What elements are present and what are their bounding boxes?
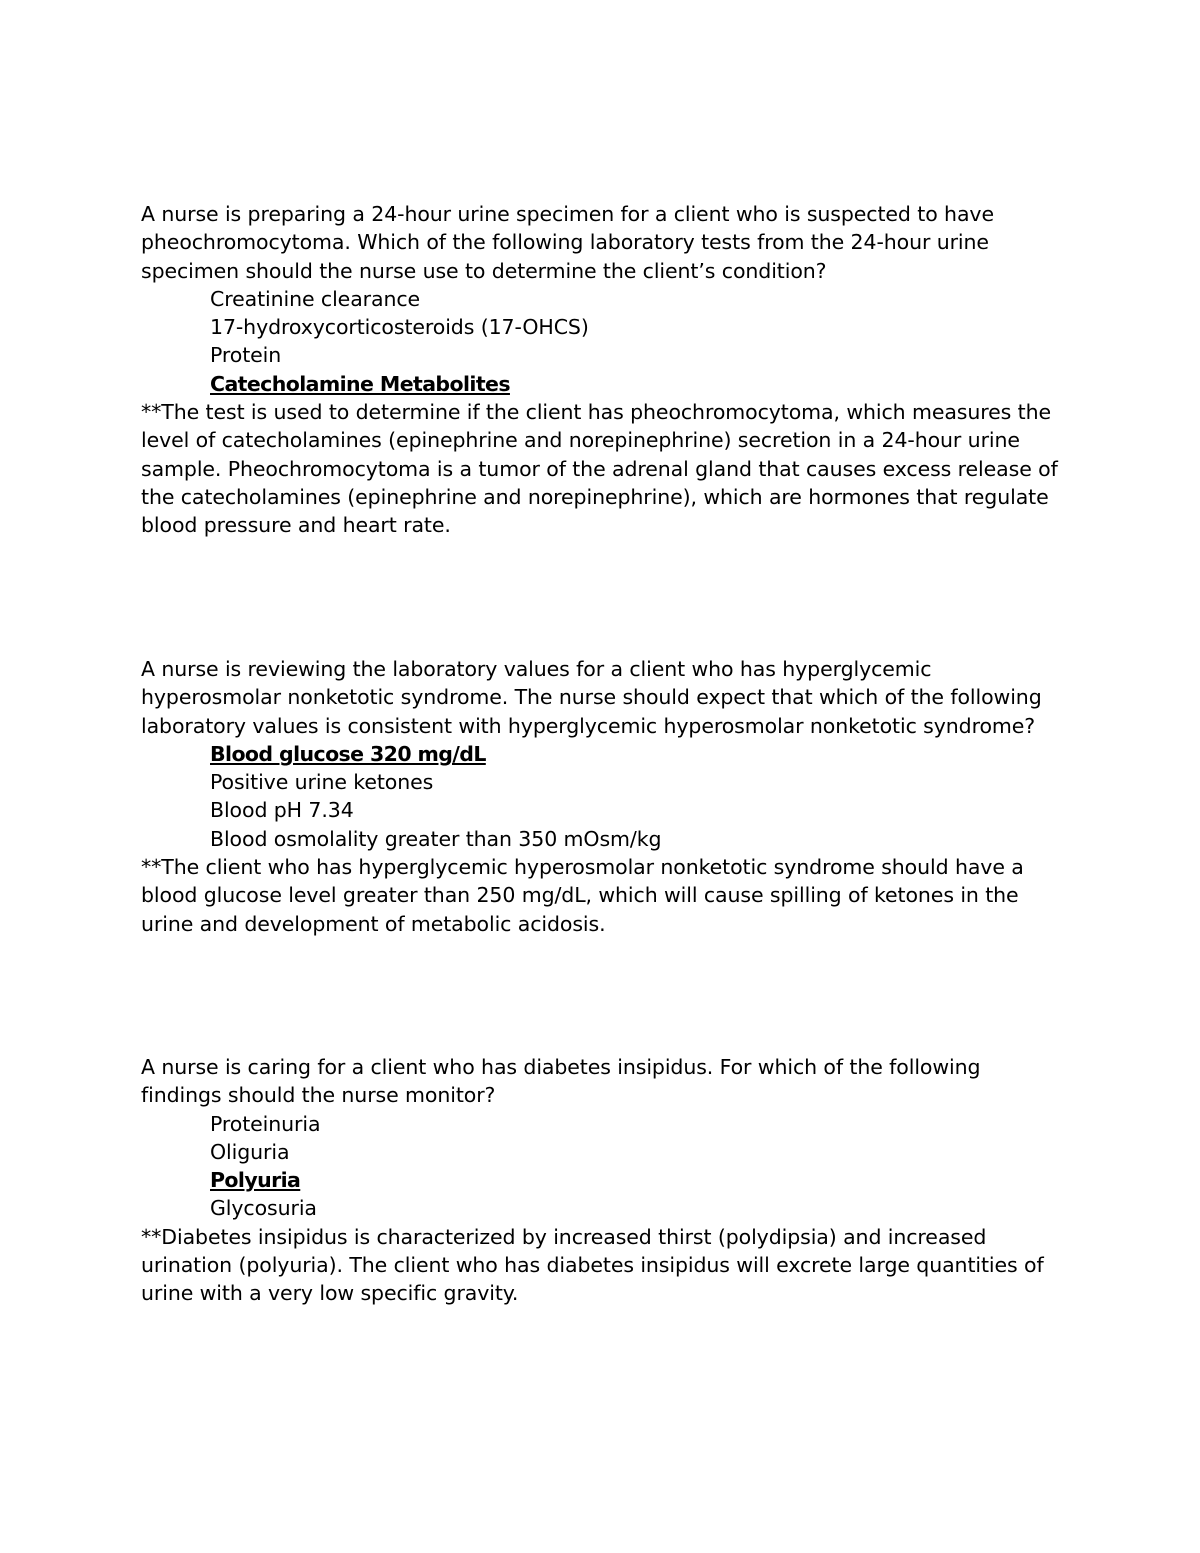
question-2: [141, 655, 1061, 938]
correct-answer-option: Blood glucose 320 mg/dL: [210, 741, 486, 766]
correct-answer-option: Catecholamine Metabolites: [210, 371, 510, 396]
answer-rationale: **Diabetes insipidus is characterized by increased thirst (polydipsia) and increased urination (polyuria). The client who has diabetes insipidus will excrete large quantities of urine with a very low specific gravity.: [141, 1224, 1044, 1306]
answer-rationale: **The test is used to determine if the client has pheochromocytoma, which measures the level of catecholamines (epinephrine and norepinephrine) secretion in a 24-hour urine sample. Pheochromocytoma is a tumor of the adrenal gland that causes excess release of the catecholamines (epinephrine and norepinephrine), which are hormones that regulate blood pressure and heart rate.: [141, 400, 1058, 538]
answer-options: [141, 1110, 1061, 1223]
question-1: [141, 200, 1061, 540]
correct-answer-option: Polyuria: [210, 1168, 301, 1193]
answer-rationale: **The client who has hyperglycemic hyperosmolar nonketotic syndrome should have a blood glucose level greater than 250 mg/dL, which will cause spilling of ketones in the urine and development of metabolic acidosis.: [141, 855, 1024, 936]
answer-option: Glycosuria: [210, 1196, 317, 1221]
answer-option: Proteinuria: [210, 1111, 321, 1136]
question-3: [141, 1053, 1061, 1308]
answer-option: Blood pH 7.34: [210, 798, 354, 823]
answer-option: Positive urine ketones: [210, 770, 434, 795]
answer-options: [141, 740, 1061, 853]
answer-option: Creatinine clearance: [210, 286, 421, 311]
answer-options: [141, 285, 1061, 398]
answer-option: Blood osmolality greater than 350 mOsm/kg: [210, 826, 662, 851]
question-stem: A nurse is preparing a 24-hour urine specimen for a client who is suspected to have pheochromocytoma. Which of the following laboratory tests from the 24-hour urine specimen should the nurse use to determine the client’s condition?: [141, 202, 994, 283]
answer-option: Oliguria: [210, 1139, 290, 1164]
answer-option: Protein: [210, 343, 282, 368]
question-stem: A nurse is caring for a client who has diabetes insipidus. For which of the following findings should the nurse monitor?: [141, 1055, 981, 1108]
answer-option: 17-hydroxycorticosteroids (17-OHCS): [210, 315, 589, 340]
question-stem: A nurse is reviewing the laboratory values for a client who has hyperglycemic hyperosmolar nonketotic syndrome. The nurse should expect that which of the following laboratory values is consistent with hyperglycemic hyperosmolar nonketotic syndrome?: [141, 657, 1042, 738]
